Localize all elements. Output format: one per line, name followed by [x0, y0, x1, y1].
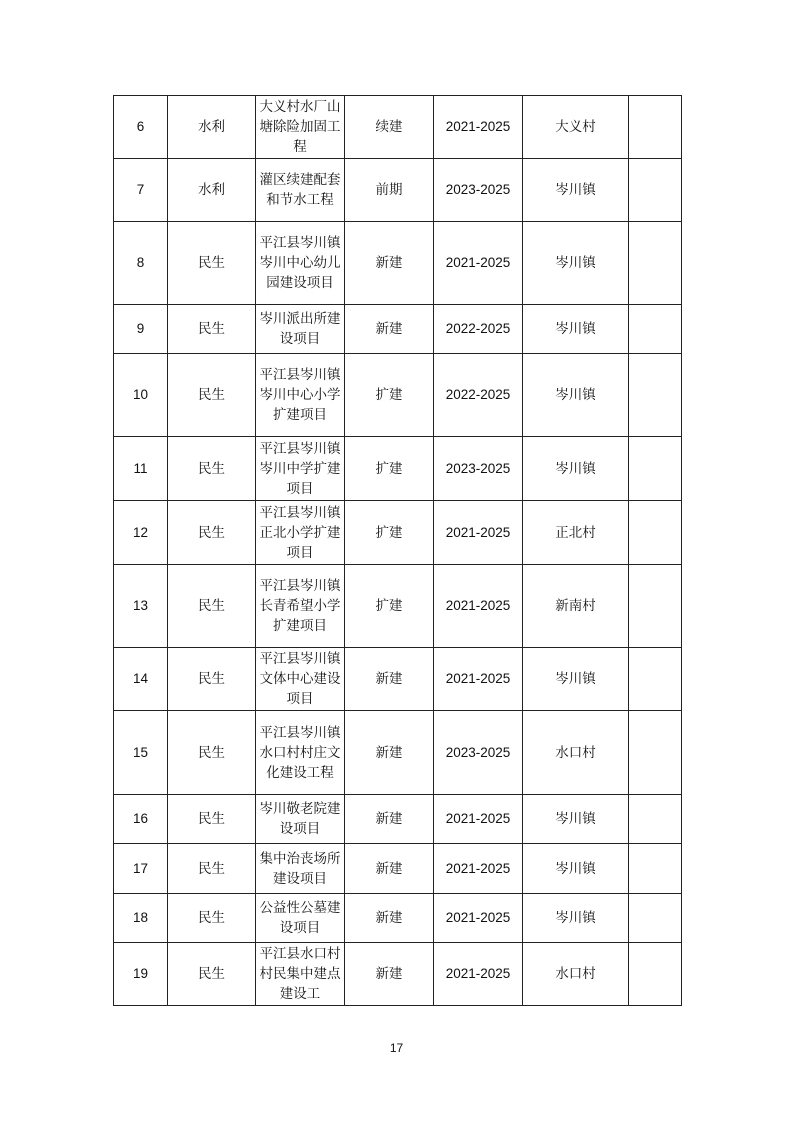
row-build-type: 续建	[345, 96, 434, 159]
row-project-name: 岑川敬老院建设项目	[256, 795, 345, 844]
row-location: 岑川镇	[523, 844, 629, 894]
row-years: 2021-2025	[434, 96, 523, 159]
row-years: 2022-2025	[434, 305, 523, 354]
row-location: 新南村	[523, 565, 629, 648]
table-row	[114, 565, 682, 648]
row-project-name: 灌区续建配套和节水工程	[256, 159, 345, 222]
row-years: 2021-2025	[434, 565, 523, 648]
row-project-name: 大义村水厂山塘除险加固工程	[256, 96, 345, 159]
row-category: 民生	[168, 795, 256, 844]
row-note	[629, 159, 682, 222]
row-note	[629, 437, 682, 501]
row-build-type: 新建	[345, 943, 434, 1006]
row-build-type: 新建	[345, 222, 434, 305]
row-project-name: 平江县岑川镇岑川中学扩建项目	[256, 437, 345, 501]
row-category: 民生	[168, 648, 256, 711]
table-body	[114, 96, 682, 1006]
row-project-name: 平江县岑川镇岑川中心幼儿园建设项目	[256, 222, 345, 305]
row-build-type: 扩建	[345, 501, 434, 565]
row-number: 10	[114, 354, 168, 437]
row-number: 12	[114, 501, 168, 565]
row-category: 民生	[168, 354, 256, 437]
row-number: 13	[114, 565, 168, 648]
row-years: 2022-2025	[434, 354, 523, 437]
row-category: 民生	[168, 305, 256, 354]
table-row	[114, 437, 682, 501]
row-note	[629, 565, 682, 648]
table-row	[114, 894, 682, 943]
row-project-name: 平江县岑川镇岑川中心小学扩建项目	[256, 354, 345, 437]
table-row	[114, 943, 682, 1006]
row-build-type: 新建	[345, 894, 434, 943]
table-row	[114, 711, 682, 795]
row-build-type: 新建	[345, 305, 434, 354]
row-location: 岑川镇	[523, 222, 629, 305]
row-note	[629, 844, 682, 894]
row-note	[629, 711, 682, 795]
row-number: 18	[114, 894, 168, 943]
row-build-type: 新建	[345, 711, 434, 795]
row-location: 水口村	[523, 711, 629, 795]
row-category: 民生	[168, 437, 256, 501]
row-project-name: 岑川派出所建设项目	[256, 305, 345, 354]
row-location: 岑川镇	[523, 159, 629, 222]
row-note	[629, 222, 682, 305]
row-build-type: 扩建	[345, 565, 434, 648]
row-years: 2021-2025	[434, 222, 523, 305]
row-category: 民生	[168, 943, 256, 1006]
table-row	[114, 648, 682, 711]
row-note	[629, 501, 682, 565]
row-years: 2021-2025	[434, 648, 523, 711]
row-project-name: 平江县岑川镇长青希望小学扩建项目	[256, 565, 345, 648]
row-project-name: 公益性公墓建设项目	[256, 894, 345, 943]
row-note	[629, 894, 682, 943]
page-number: 17	[389, 1041, 404, 1055]
row-years: 2021-2025	[434, 894, 523, 943]
row-project-name: 平江县岑川镇正北小学扩建项目	[256, 501, 345, 565]
row-number: 7	[114, 159, 168, 222]
row-project-name: 平江县岑川镇文体中心建设项目	[256, 648, 345, 711]
row-category: 民生	[168, 844, 256, 894]
row-location: 岑川镇	[523, 354, 629, 437]
table-row	[114, 305, 682, 354]
row-location: 大义村	[523, 96, 629, 159]
row-note	[629, 795, 682, 844]
row-number: 8	[114, 222, 168, 305]
row-build-type: 新建	[345, 844, 434, 894]
row-number: 15	[114, 711, 168, 795]
table-row	[114, 844, 682, 894]
row-category: 民生	[168, 894, 256, 943]
row-years: 2023-2025	[434, 711, 523, 795]
row-category: 民生	[168, 711, 256, 795]
row-years: 2023-2025	[434, 159, 523, 222]
row-project-name: 集中治丧场所建设项目	[256, 844, 345, 894]
row-number: 19	[114, 943, 168, 1006]
row-years: 2023-2025	[434, 437, 523, 501]
row-project-name: 平江县岑川镇水口村村庄文化建设工程	[256, 711, 345, 795]
row-build-type: 新建	[345, 648, 434, 711]
row-years: 2021-2025	[434, 943, 523, 1006]
row-location: 岑川镇	[523, 437, 629, 501]
row-location: 岑川镇	[523, 648, 629, 711]
row-number: 16	[114, 795, 168, 844]
row-number: 11	[114, 437, 168, 501]
row-location: 正北村	[523, 501, 629, 565]
row-category: 水利	[168, 96, 256, 159]
row-build-type: 新建	[345, 795, 434, 844]
row-location: 水口村	[523, 943, 629, 1006]
table-row	[114, 159, 682, 222]
table-row	[114, 354, 682, 437]
row-number: 17	[114, 844, 168, 894]
row-location: 岑川镇	[523, 795, 629, 844]
table-row	[114, 501, 682, 565]
table-row	[114, 795, 682, 844]
row-build-type: 扩建	[345, 354, 434, 437]
row-location: 岑川镇	[523, 894, 629, 943]
row-number: 9	[114, 305, 168, 354]
row-note	[629, 96, 682, 159]
row-build-type: 前期	[345, 159, 434, 222]
row-number: 14	[114, 648, 168, 711]
row-note	[629, 943, 682, 1006]
row-number: 6	[114, 96, 168, 159]
row-category: 民生	[168, 565, 256, 648]
project-table	[113, 95, 682, 1006]
row-note	[629, 305, 682, 354]
row-category: 民生	[168, 222, 256, 305]
row-note	[629, 354, 682, 437]
table-row	[114, 96, 682, 159]
row-years: 2021-2025	[434, 844, 523, 894]
row-category: 水利	[168, 159, 256, 222]
row-build-type: 扩建	[345, 437, 434, 501]
table-row	[114, 222, 682, 305]
row-category: 民生	[168, 501, 256, 565]
row-note	[629, 648, 682, 711]
row-project-name: 平江县水口村村民集中建点建设工	[256, 943, 345, 1006]
row-years: 2021-2025	[434, 501, 523, 565]
row-years: 2021-2025	[434, 795, 523, 844]
row-location: 岑川镇	[523, 305, 629, 354]
